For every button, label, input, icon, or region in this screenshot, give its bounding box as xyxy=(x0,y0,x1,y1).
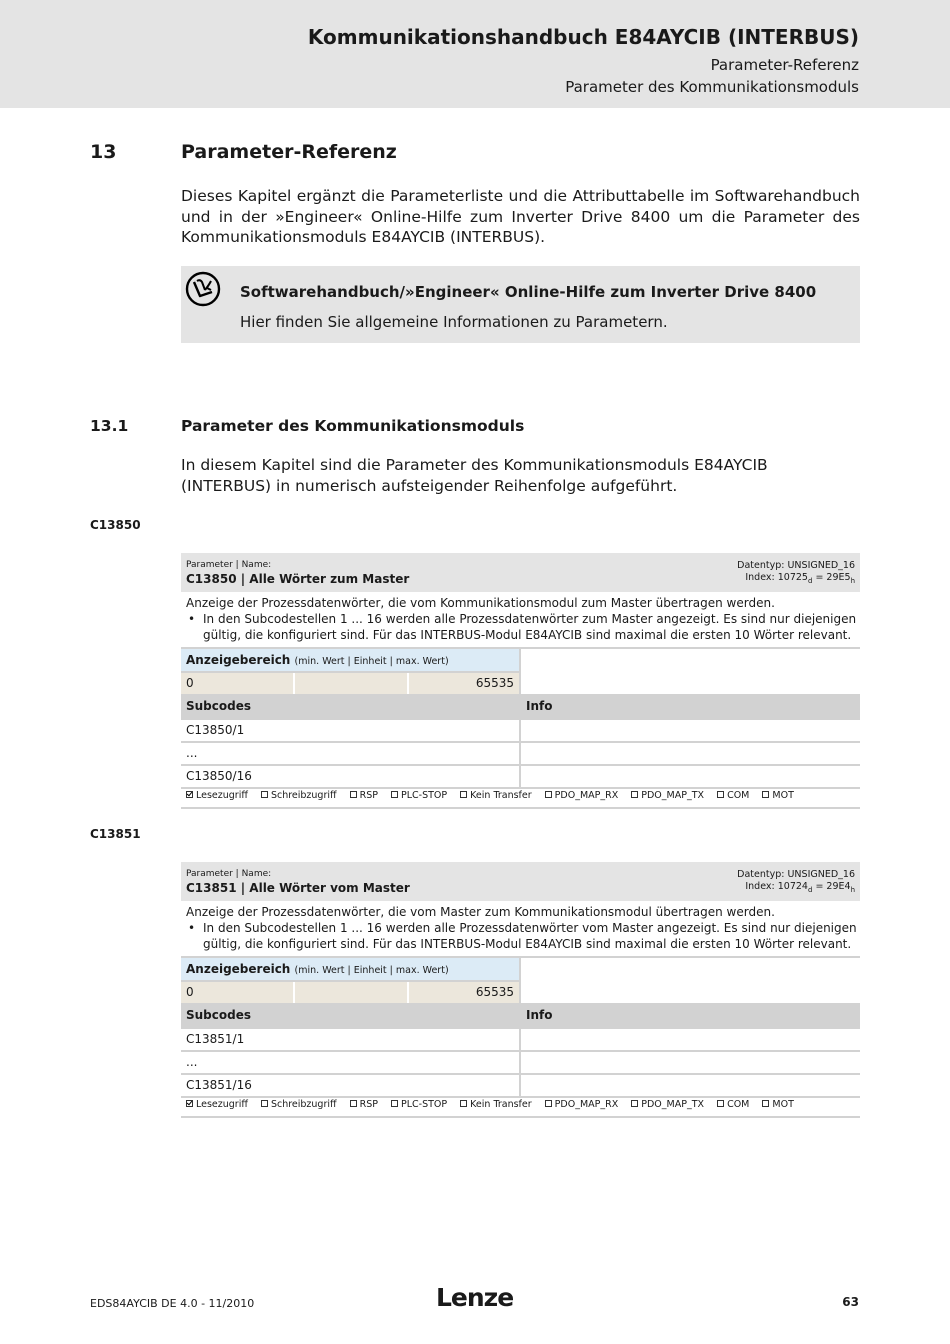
chapter-intro: Dieses Kapitel ergänzt die Parameterliste und die Attributtabelle im Softwarehandbuch und in der »Engineer« Online-Hilfe zum Inverter Drive 8400 um die Parameter des Kommunikationsmoduls E84AYCIB (INTERBUS). xyxy=(181,187,860,246)
page-header xyxy=(0,0,950,108)
subcodes-header: Subcodes xyxy=(181,1005,519,1027)
param-index: Index: $10724_d = 29E4_h$ xyxy=(745,881,855,894)
param-description: Anzeige der Prozessdatenwörter, die vom Master zum Kommunikationsmodul übertragen werden. xyxy=(186,905,775,919)
document-code: EDS84AYCIB DE 4.0 - 11/2010 xyxy=(90,1297,255,1310)
parameter-table xyxy=(181,862,860,1118)
header-section: Parameter des Kommunikationsmoduls xyxy=(565,78,859,96)
flag-plc-stop: PLC-STOP xyxy=(391,1099,447,1110)
subcode-row: C13850/16 xyxy=(186,769,252,783)
subcode-row: C13851/1 xyxy=(186,1032,245,1046)
section-intro: In diesem Kapitel sind die Parameter des Kommunikationsmoduls E84AYCIB (INTERBUS) in numerisch aufsteigender Reihenfolge aufgeführt. xyxy=(181,456,768,495)
margin-label: C13851 xyxy=(90,827,141,841)
param-datatype: Datentyp: UNSIGNED_16 xyxy=(737,560,855,571)
divider xyxy=(181,807,860,809)
access-flags xyxy=(186,1099,804,1110)
param-bullet-text: In den Subcodestellen 1 ... 16 werden alle Prozessdatenwörter zum Master angezeigt. Es sind nur diejenigen gültig, die konfiguriert sind. Für das INTERBUS-Modul E84AYCIB sind maximal die ersten 10 Wörter relevant. xyxy=(203,612,857,642)
range-unit xyxy=(295,982,407,1003)
parameter-header xyxy=(181,553,860,592)
note-box xyxy=(181,266,860,343)
flag-pdo-map-tx: PDO_MAP_TX xyxy=(631,790,704,801)
bullet: • xyxy=(188,921,196,935)
subcode-row: C13850/1 xyxy=(186,723,245,737)
flag-schreibzugriff: Schreibzugriff xyxy=(261,1099,337,1110)
chapter-title: Parameter-Referenz xyxy=(181,141,397,163)
range-header: Anzeigebereich (min. Wert | Einheit | max. Wert) xyxy=(181,649,519,671)
param-description: Anzeige der Prozessdatenwörter, die vom Kommunikationsmodul zum Master übertragen werden. xyxy=(186,596,775,610)
flag-com: COM xyxy=(717,790,749,801)
bullet: • xyxy=(188,612,196,626)
chapter-number: 13 xyxy=(90,141,117,163)
flag-lesezugriff: Lesezugriff xyxy=(186,1099,248,1110)
param-datatype: Datentyp: UNSIGNED_16 xyxy=(737,869,855,880)
access-flags xyxy=(186,790,804,801)
subcode-row: ... xyxy=(186,746,198,760)
range-min: 0 xyxy=(181,673,293,694)
flag-kein-transfer: Kein Transfer xyxy=(460,1099,531,1110)
param-name-label: Parameter | Name: xyxy=(186,869,272,879)
info-header: Info xyxy=(521,1005,860,1027)
param-name-label: Parameter | Name: xyxy=(186,560,272,570)
parameter-header xyxy=(181,862,860,901)
document-title: Kommunikationshandbuch E84AYCIB (INTERBUS) xyxy=(307,25,859,49)
note-text: Hier finden Sie allgemeine Informationen zu Parametern. xyxy=(240,313,668,331)
column-divider xyxy=(519,649,521,787)
margin-label: C13850 xyxy=(90,518,141,532)
flag-lesezugriff: Lesezugriff xyxy=(186,790,248,801)
column-divider xyxy=(519,958,521,1096)
flag-schreibzugriff: Schreibzugriff xyxy=(261,790,337,801)
range-min: 0 xyxy=(181,982,293,1003)
param-name: C13850 | Alle Wörter zum Master xyxy=(186,572,410,586)
flag-mot: MOT xyxy=(762,790,793,801)
note-title: Softwarehandbuch/»Engineer« Online-Hilfe zum Inverter Drive 8400 xyxy=(240,283,817,301)
flag-rsp: RSP xyxy=(350,1099,378,1110)
lenze-logo: Lenze xyxy=(436,1283,514,1312)
divider xyxy=(181,787,860,789)
subcode-row: C13851/16 xyxy=(186,1078,252,1092)
section-title: Parameter des Kommunikationsmoduls xyxy=(181,417,525,435)
header-chapter: Parameter-Referenz xyxy=(710,56,859,74)
subcodes-header: Subcodes xyxy=(181,696,519,718)
parameter-table xyxy=(181,553,860,809)
flag-rsp: RSP xyxy=(350,790,378,801)
flag-pdo-map-tx: PDO_MAP_TX xyxy=(631,1099,704,1110)
range-unit xyxy=(295,673,407,694)
param-index: Index: $10725_d = 29E5_h$ xyxy=(745,572,855,585)
flag-mot: MOT xyxy=(762,1099,793,1110)
subcode-row: ... xyxy=(186,1055,198,1069)
flag-com: COM xyxy=(717,1099,749,1110)
range-max: 65535 xyxy=(409,982,519,1003)
page-number: 63 xyxy=(842,1295,859,1309)
divider xyxy=(181,1096,860,1098)
flag-pdo-map-rx: PDO_MAP_RX xyxy=(545,1099,619,1110)
range-header: Anzeigebereich (min. Wert | Einheit | max. Wert) xyxy=(181,958,519,980)
divider xyxy=(181,1116,860,1118)
range-max: 65535 xyxy=(409,673,519,694)
info-header: Info xyxy=(521,696,860,718)
flag-kein-transfer: Kein Transfer xyxy=(460,790,531,801)
param-bullet-text: In den Subcodestellen 1 ... 16 werden alle Prozessdatenwörter vom Master angezeigt. Es sind nur diejenigen gültig, die konfiguriert sind. Für das INTERBUS-Modul E84AYCIB sind maximal die ersten 10 Wörter relevant. xyxy=(203,921,857,951)
flag-plc-stop: PLC-STOP xyxy=(391,790,447,801)
section-number: 13.1 xyxy=(90,417,129,435)
flag-pdo-map-rx: PDO_MAP_RX xyxy=(545,790,619,801)
handbook-icon xyxy=(185,271,221,307)
param-name: C13851 | Alle Wörter vom Master xyxy=(186,881,410,895)
